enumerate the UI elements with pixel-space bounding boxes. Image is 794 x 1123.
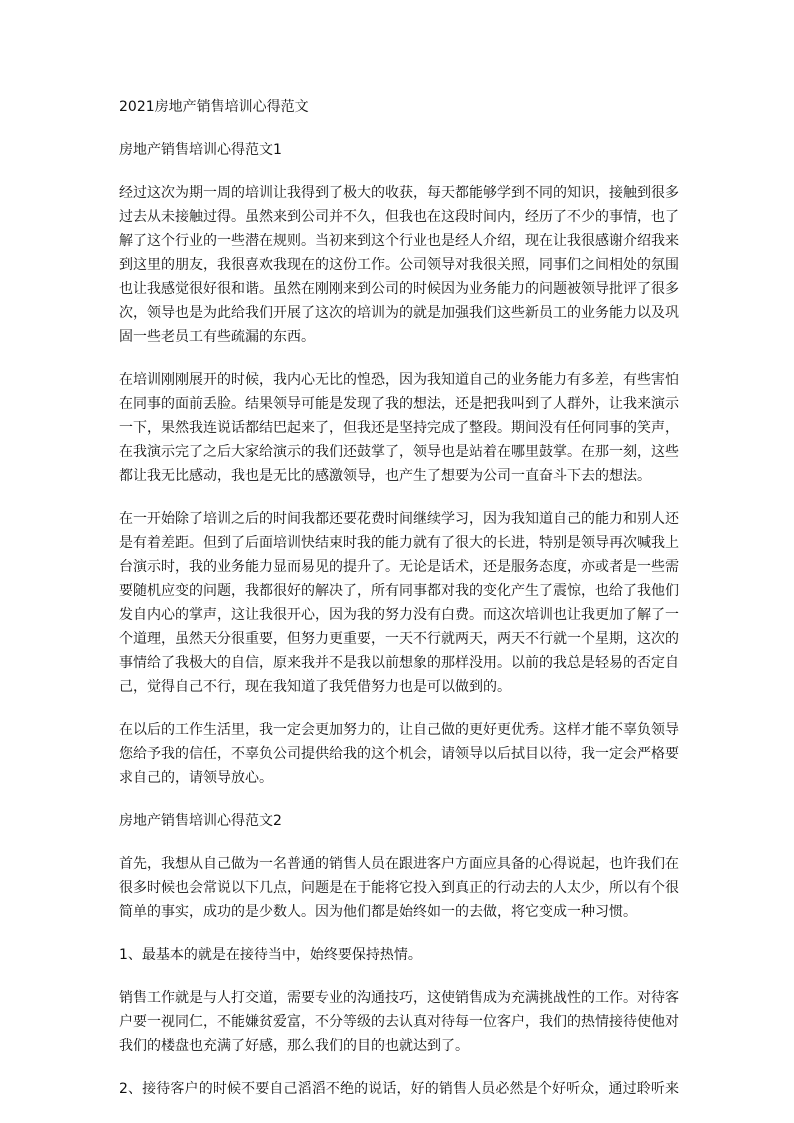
paragraph [119, 181, 679, 349]
text-line: 经过这次为期一周的培训让我得到了极大的收获，每天都能够学到不同的知识，接触到很多 [119, 185, 679, 201]
text-line: 是有着差距。但到了后面培训快结束时我的能力就有了很大的长进，特别是领导再次喊我上 [119, 535, 679, 551]
paragraph [119, 852, 679, 924]
text-line: 也让我感觉很好很和谐。虽然在刚刚来到公司的时候因为业务能力的问题被领导批评了很多 [119, 281, 679, 297]
section-heading: 房地产销售培训心得范文2 [119, 813, 282, 829]
text-line: 己，觉得自己不行，现在我知道了我凭借努力也是可以做到的。 [119, 679, 511, 695]
paragraph [119, 368, 679, 488]
text-line: 2、接待客户的时候不要自己滔滔不绝的说话，好的销售人员必然是个好听众，通过聆听来 [119, 1081, 679, 1097]
document-page [119, 95, 679, 1120]
text-line: 简单的事实，成功的是少数人。因为他们都是始终如一的去做，将它变成一种习惯。 [119, 904, 637, 920]
document-title: 2021房地产销售培训心得范文 [119, 99, 309, 115]
paragraph [119, 507, 679, 699]
section-heading: 房地产销售培训心得范文1 [119, 142, 282, 158]
text-line: 在培训刚刚展开的时候，我内心无比的惶恐，因为我知道自己的业务能力有多差，有些害怕 [119, 372, 679, 388]
text-line: 您给予我的信任，不辜负公司提供给我的这个机会，请领导以后拭目以待，我一定会严格要 [119, 746, 679, 762]
text-line: 在以后的工作生活里，我一定会更加努力的，让自己做的更好更优秀。这样才能不辜负领导 [119, 722, 679, 738]
text-line: 在我演示完了之后大家给演示的我们还鼓掌了，领导也是站着在哪里鼓掌。在那一刻，这些 [119, 444, 679, 460]
text-line: 解了这个行业的一些潜在规则。当初来到这个行业也是经人介绍，现在让我很感谢介绍我来 [119, 233, 679, 249]
text-line: 在一开始除了培训之后的时间我都还要花费时间继续学习，因为我知道自己的能力和别人还 [119, 511, 679, 527]
text-line: 都让我无比感动，我也是无比的感激领导，也产生了想要为公司一直奋斗下去的想法。 [119, 468, 651, 484]
text-line: 户要一视同仁，不能嫌贫爱富，不分等级的去认真对待每一位客户，我们的热情接待使他对 [119, 1014, 679, 1030]
section-1 [119, 138, 679, 790]
section-2 [119, 809, 679, 1101]
text-line: 发自内心的掌声，这让我很开心，因为我的努力没有白费。而这次培训也让我更加了解了一 [119, 607, 679, 623]
text-line: 销售工作就是与人打交道，需要专业的沟通技巧，这使销售成为充满挑战性的工作。对待客 [119, 990, 679, 1006]
text-line: 1、最基本的就是在接待当中，始终要保持热情。 [119, 947, 422, 963]
text-line: 个道理，虽然天分很重要，但努力更重要，一天不行就两天，两天不行就一个星期，这次的 [119, 631, 679, 647]
text-line: 到这里的朋友，我很喜欢我现在的这份工作。公司领导对我很关照，同事们之间相处的氛围 [119, 257, 679, 273]
text-line: 事情给了我极大的自信，原来我并不是我以前想象的那样没用。以前的我总是轻易的否定自 [119, 655, 679, 671]
text-line: 在同事的面前丢脸。结果领导可能是发现了我的想法，还是把我叫到了人群外，让我来演示 [119, 396, 679, 412]
paragraph [119, 1077, 679, 1101]
text-line: 固一些老员工有些疏漏的东西。 [119, 329, 315, 345]
paragraph [119, 943, 679, 967]
text-line: 要随机应变的问题，我都很好的解决了，所有同事都对我的变化产生了震惊，也给了我他们 [119, 583, 679, 599]
paragraph [119, 718, 679, 790]
text-line: 次，领导也是为此给我们开展了这次的培训为的就是加强我们这些新员工的业务能力以及巩 [119, 305, 679, 321]
text-line: 台演示时，我的业务能力显而易见的提升了。无论是话术，还是服务态度，亦或者是一些需 [119, 559, 679, 575]
paragraph [119, 986, 679, 1058]
text-line: 一下，果然我连说话都结巴起来了，但我还是坚持完成了整段。期间没有任何同事的笑声， [119, 420, 679, 436]
text-line: 首先，我想从自己做为一名普通的销售人员在跟进客户方面应具备的心得说起，也许我们在 [119, 856, 679, 872]
text-line: 求自己的，请领导放心。 [119, 770, 273, 786]
text-line: 过去从未接触过得。虽然来到公司并不久，但我也在这段时间内，经历了不少的事情，也了 [119, 209, 679, 225]
text-line: 很多时候也会常说以下几点，问题是在于能将它投入到真正的行动去的人太少，所以有个很 [119, 880, 679, 896]
text-line: 我们的楼盘也充满了好感，那么我们的目的也就达到了。 [119, 1038, 469, 1054]
